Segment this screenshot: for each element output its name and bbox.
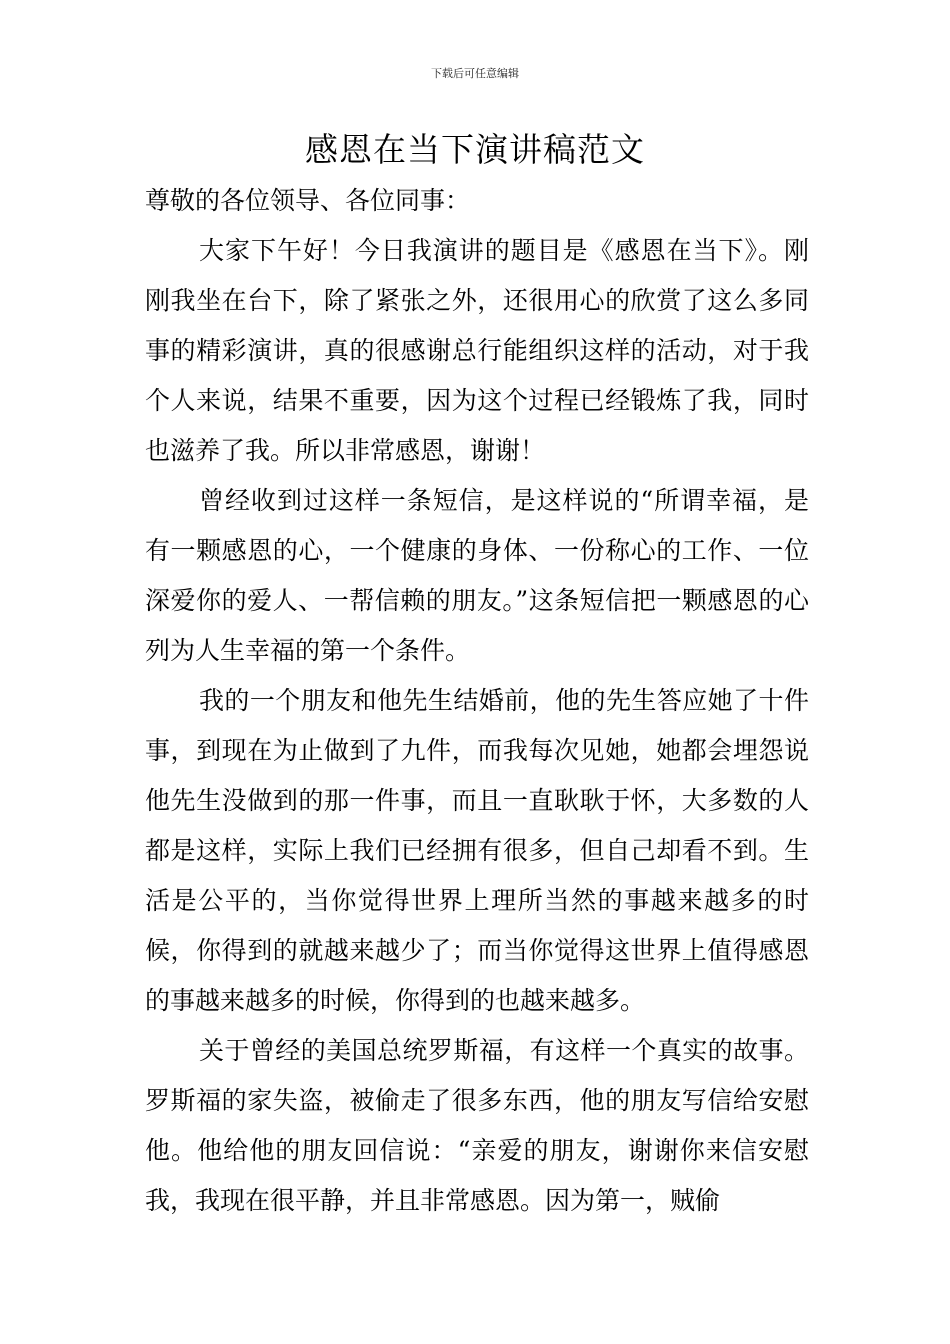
header-note: 下载后可任意编辑 — [431, 67, 519, 80]
paragraph-1: 大家下午好！今日我演讲的题目是《感恩在当下》。刚刚我坐在台下，除了紧张之外，还很用心的欣赏了这么多同事的精彩演讲，真的很感谢总行能组织这样的活动，对于我个人来说，结果不重要，因为这个过程已经锻炼了我，同时也滋养了我。所以非常感恩，谢谢！ — [145, 236, 809, 465]
document-title: 感恩在当下演讲稿范文 — [305, 130, 645, 169]
paragraph-2: 曾经收到过这样一条短信，是这样说的“所谓幸福，是有一颗感恩的心，一个健康的身体、一份称心的工作、一位深爱你的爱人、一帮信赖的朋友。”这条短信把一颗感恩的心列为人生幸福的第一个条件。 — [145, 486, 809, 665]
paragraph-3: 我的一个朋友和他先生结婚前，他的先生答应她了十件事，到现在为止做到了九件，而我每次见她，她都会埋怨说他先生没做到的那一件事，而且一直耿耿于怀，大多数的人都是这样，实际上我们已经拥有很多，但自己却看不到。生活是公平的，当你觉得世界上理所当然的事越来越多的时候，你得到的就越来越少了；而当你觉得这世界上值得感恩的事越来越多的时候，你得到的也越来越多。 — [145, 686, 809, 1015]
paragraph-4: 关于曾经的美国总统罗斯福，有这样一个真实的故事。罗斯福的家失盗，被偷走了很多东西，他的朋友写信给安慰他。他给他的朋友回信说：“亲爱的朋友，谢谢你来信安慰我，我现在很平静，并且非常感恩。因为第一，贼偷 — [145, 1036, 809, 1215]
document-body — [145, 176, 809, 1226]
salutation: 尊敬的各位领导、各位同事： — [145, 186, 471, 215]
